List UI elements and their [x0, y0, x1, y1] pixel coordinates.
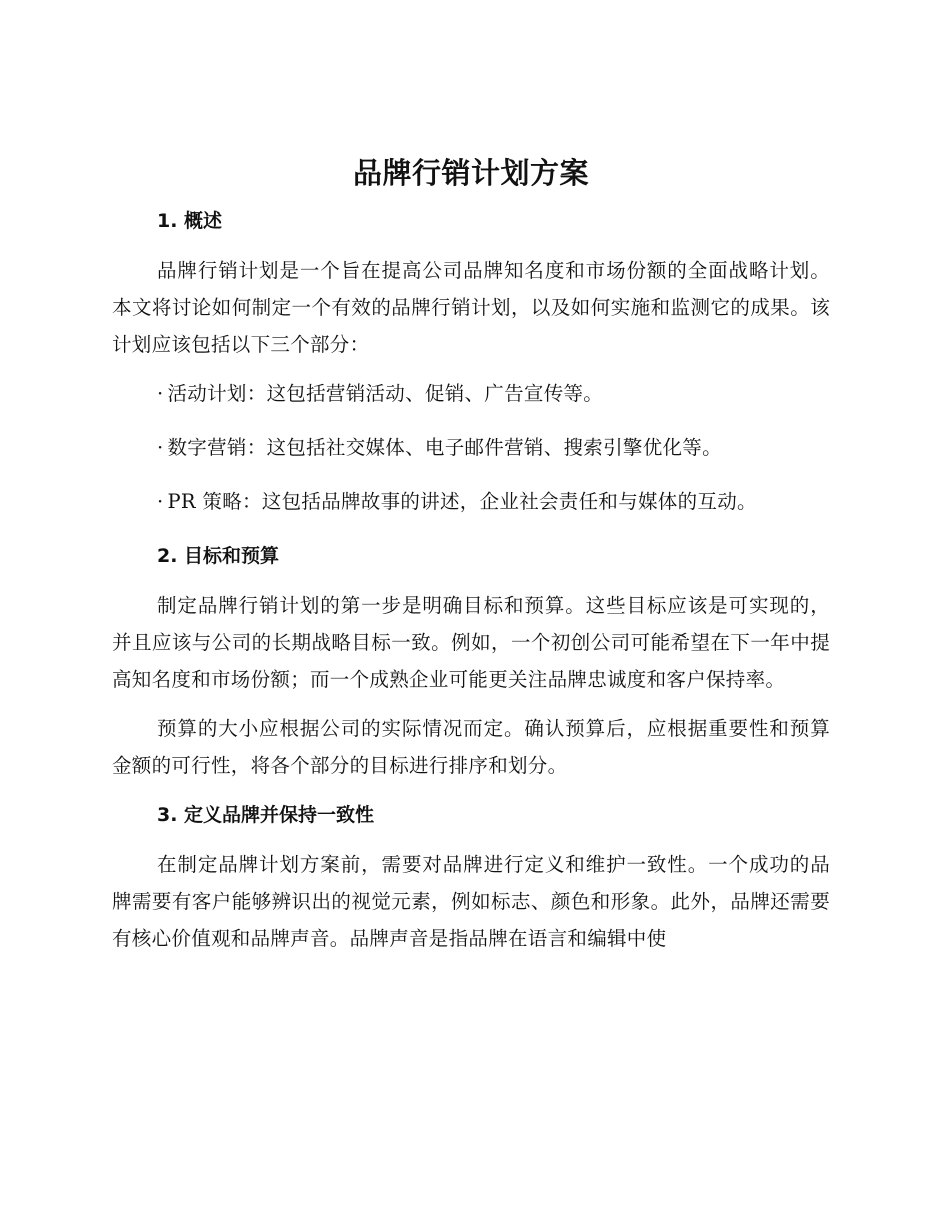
- section-heading: 3. 定义品牌并保持一致性: [157, 804, 375, 826]
- bullet-item: [112, 429, 830, 466]
- bullet-text: PR 策略：这包括品牌故事的讲述，企业社会责任和与媒体的互动。: [167, 490, 757, 513]
- section-goals-budget: [112, 537, 830, 784]
- bullet-marker: ·: [157, 490, 164, 513]
- section-brand-definition: [112, 796, 830, 957]
- section-heading: 1. 概述: [157, 210, 223, 232]
- document-title: 品牌行销计划方案: [352, 156, 589, 190]
- bullet-text: 活动计划：这包括营销活动、促销、广告宣传等。: [167, 382, 604, 405]
- paragraph: 预算的大小应根据公司的实际情况而定。确认预算后，应根据重要性和预算金额的可行性，将各个部分的目标进行排序和划分。: [112, 717, 830, 777]
- section-overview: [112, 202, 830, 520]
- section-heading: 2. 目标和预算: [157, 545, 280, 567]
- paragraph: 制定品牌行销计划的第一步是明确目标和预算。这些目标应该是可实现的，并且应该与公司的长期战略目标一致。例如，一个初创公司可能希望在下一年中提高知名度和市场份额；而一个成熟企业可能更关注品牌忠诚度和客户保持率。: [112, 594, 830, 691]
- bullet-text: 数字营销：这包括社交媒体、电子邮件营销、搜索引擎优化等。: [167, 436, 722, 459]
- bullet-item: [112, 483, 830, 520]
- bullet-marker: ·: [157, 382, 164, 405]
- paragraph: 品牌行销计划是一个旨在提高公司品牌知名度和市场份额的全面战略计划。本文将讨论如何制定一个有效的品牌行销计划，以及如何实施和监测它的成果。该计划应该包括以下三个部分：: [112, 259, 830, 356]
- document-page: [112, 148, 830, 969]
- bullet-marker: ·: [157, 436, 164, 459]
- bullet-item: [112, 375, 830, 412]
- paragraph: 在制定品牌计划方案前，需要对品牌进行定义和维护一致性。一个成功的品牌需要有客户能够辨识出的视觉元素，例如标志、颜色和形象。此外，品牌还需要有核心价值观和品牌声音。品牌声音是指品牌在语言和编辑中使: [112, 853, 830, 950]
